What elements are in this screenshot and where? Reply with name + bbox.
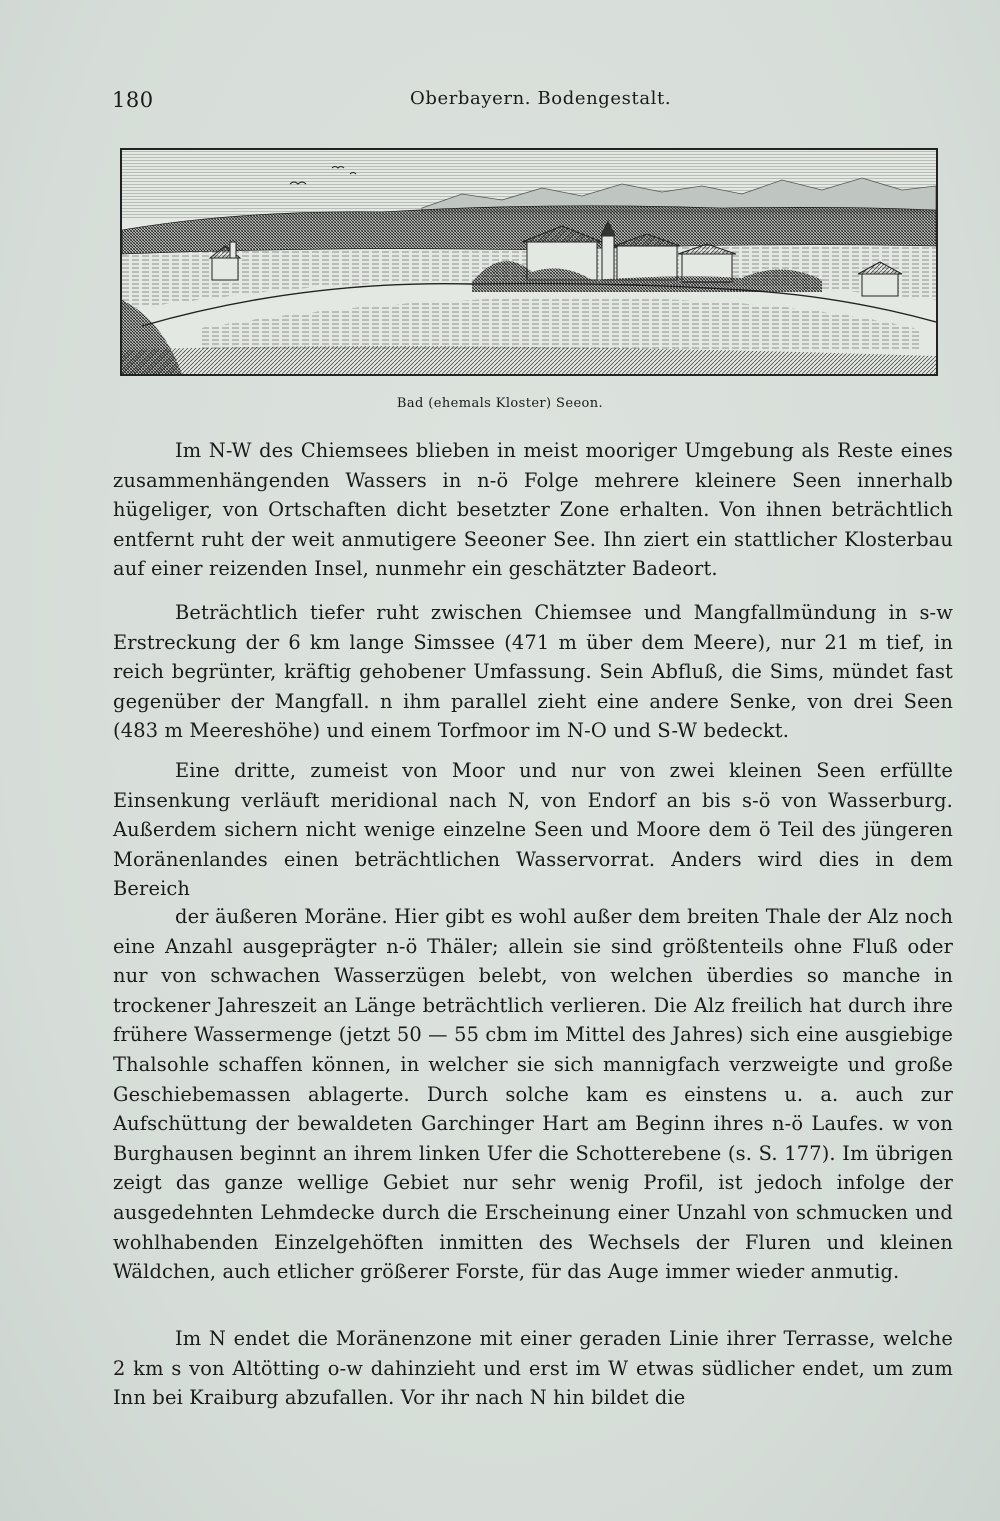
foreground-water bbox=[202, 298, 922, 350]
running-title: Oberbayern. Bodengestalt. bbox=[410, 88, 672, 109]
paragraph: Eine dritte, zumeist von Moor und nur von zwei kleinen Seen erfüllte Einsenkung verläuft meridional nach N, von Endorf an bis s-ö von Wasserburg. Außerdem sichern nicht wenige einzelne Seen und Moore dem ö Teil des jüngeren Moränenlandes einen beträchtlichen Wasservorrat. Anders wird dies in dem Bereich bbox=[113, 759, 953, 901]
paragraph: Beträchtlich tiefer ruht zwischen Chiemsee und Mangfallmündung in s-w Erstreckung der 6 km lange Simssee (471 m über dem Meere), nur 21 m tief, in reich begrünter, kräftig gehobener Umfassung. Sein Abfluß, die Sims, mündet fast gegenüber der Mangfall. n ihm parallel zieht eine andere Senke, von drei Seen (483 m Meereshöhe) und einem Torfmoor im N-O und S-W bedeckt. bbox=[113, 601, 953, 743]
figure-caption: Bad (ehemals Kloster) Seeon. bbox=[396, 396, 604, 411]
body-text-block bbox=[113, 902, 953, 1287]
paragraph: Im N endet die Moränenzone mit einer geraden Linie ihrer Terrasse, welche 2 km s von Altötting o-w dahinzieht und erst im W etwas südlicher endet, um zum Inn bei Kraiburg abzufallen. Vor ihr nach N hin bildet die bbox=[113, 1327, 953, 1410]
body-text-block bbox=[113, 598, 953, 746]
engraving-illustration bbox=[120, 148, 938, 376]
body-text-block bbox=[113, 756, 953, 904]
page-number: 180 bbox=[112, 88, 154, 112]
paragraph: der äußeren Moräne. Hier gibt es wohl außer dem breiten Thale der Alz noch eine Anzahl ausgeprägter n-ö Thäler; allein sie sind größtenteils ohne Fluß oder nur von schwachen Wasserzügen belebt, von welchen überdies so manche in trockener Jahreszeit an Länge beträchtlich verlieren. Die Alz freilich hat durch ihre frühere Wassermenge (jetzt 50 — 55 cbm im Mittel des Jahres) sich eine ausgiebige Thalsohle schaffen können, in welcher sie sich mannigfach verzweigte und große Geschiebemassen ablagerte. Durch solche kam es einstens u. a. auch zur Aufschüttung der bewaldeten Garchinger Hart am Beginn ihres n-ö Laufes. w von Burghausen beginnt an ihrem linken Ufer die Schotterebene (s. S. 177). Im übrigen zeigt das ganze wellige Gebiet nur sehr wenig Profil, ist jedoch infolge der ausgedehnten Lehmdecke durch die Erscheinung einer Unzahl von schmucken und wohlhabenden Einzelgehöften inmitten des Wechsels der Fluren und kleinen Wäldchen, auch etlicher größerer Forste, für das Auge immer wieder anmutig. bbox=[113, 905, 953, 1284]
foreground-ground bbox=[122, 346, 936, 374]
body-text-block bbox=[113, 436, 953, 584]
paragraph: Im N-W des Chiemsees blieben in meist mooriger Umgebung als Reste eines zusammenhängenden Wassers in n-ö Folge mehrere kleinere Seen innerhalb hügeliger, von Ortschaften dicht besetzter Zone erhalten. Von ihnen beträchtlich entfernt ruht der weit anmutigere Seeoner See. Ihn ziert ein stattlicher Klosterbau auf einer reizenden Insel, nunmehr ein geschätzter Badeort. bbox=[113, 439, 953, 581]
body-text-block bbox=[113, 1324, 953, 1413]
